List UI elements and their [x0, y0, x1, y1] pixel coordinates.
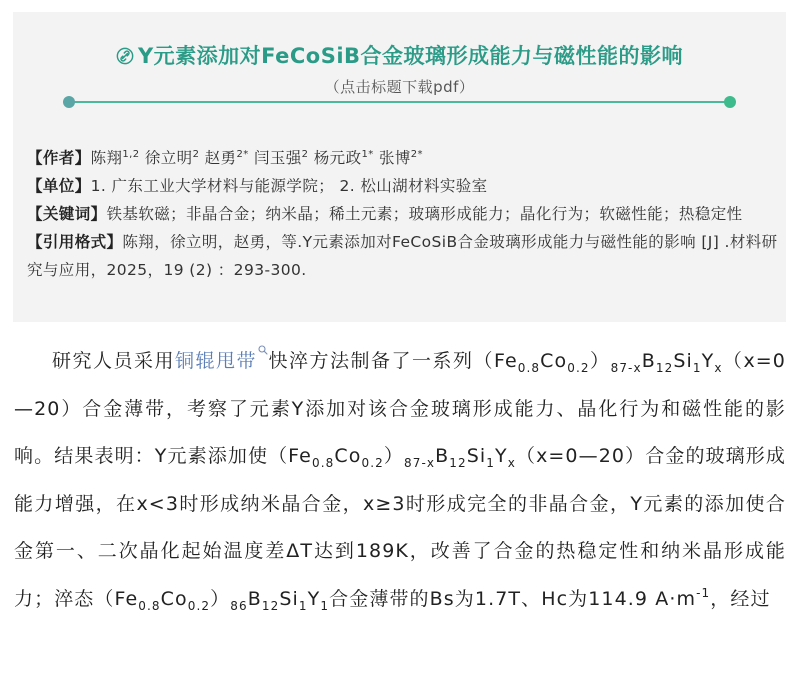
paper-title[interactable]: Y元素添加对FeCoSiB合金玻璃形成能力与磁性能的影响	[137, 44, 684, 68]
text-run: Si	[466, 445, 487, 467]
author-affiliation: 2	[301, 149, 309, 160]
subscript: 87-x	[610, 361, 642, 375]
subscript: 0.8	[517, 361, 541, 375]
text-run: Si	[279, 587, 299, 610]
divider-line	[73, 101, 726, 103]
subscript: 12	[261, 598, 280, 613]
author-name: 陈翔	[90, 149, 123, 167]
link-icon	[116, 47, 134, 65]
decorative-divider	[63, 96, 736, 108]
text-run: ）	[210, 587, 231, 610]
text-run: Co	[334, 445, 362, 467]
search-icon[interactable]	[258, 345, 268, 355]
divider-dot-right	[724, 96, 736, 108]
author-affiliation: 2*	[410, 149, 423, 160]
text-run: Co	[540, 350, 568, 372]
subscript: x	[507, 456, 516, 470]
text-run: B	[641, 350, 656, 372]
subscript: 0.2	[567, 361, 590, 375]
text-run: B	[435, 445, 450, 467]
text-run: （x=0—20）合金的玻璃形成能力增强，在x<3时形成纳米晶合金，x≥3时形成完全的非晶合金，Y元素的添加使合金第一、二次晶化起始温度差ΔT达到189K，改善了合金的热稳定性和纳米晶形成能力；淬态（Fe	[14, 445, 786, 610]
keywords-row	[27, 200, 782, 228]
text-run: 快淬方法制备了一系列（Fe	[268, 350, 518, 372]
subscript: 1	[298, 598, 308, 613]
authors-label: 【作者】	[27, 149, 91, 167]
subscript: 1	[692, 361, 702, 375]
authors-row	[27, 144, 782, 172]
author-name: 张博	[378, 149, 411, 167]
subscript: 1	[320, 598, 330, 613]
author-name: 徐立明	[144, 149, 193, 167]
text-run: Si	[673, 350, 693, 372]
keywords-text: 铁基软磁；非晶合金；纳米晶；稀土元素；玻璃形成能力；晶化行为；软磁性能；热稳定性	[106, 205, 743, 223]
superscript: -1	[696, 585, 711, 600]
citation-text: 陈翔，徐立明，赵勇，等.Y元素添加对FeCoSiB合金玻璃形成能力与磁性能的影响 [J] .材料研究与应用，2025，19 (2) ：293-300.	[27, 233, 778, 279]
subscript: 1	[486, 456, 496, 470]
text-run: Y	[307, 587, 321, 610]
author-name: 赵勇	[204, 149, 237, 167]
text-run: Co	[160, 587, 188, 610]
text-run: ）	[589, 350, 611, 372]
subscript: 0.8	[138, 598, 161, 613]
text-run: Y	[701, 350, 715, 372]
article-info-card	[13, 12, 786, 322]
text-run: 研究人员采用	[52, 350, 176, 372]
unit-label: 【单位】	[27, 177, 91, 195]
subscript: 0.2	[187, 598, 211, 613]
subscript: 0.2	[361, 456, 384, 470]
keywords-label: 【关键词】	[27, 205, 107, 223]
unit-text: 1. 广东工业大学材料与能源学院； 2. 松山湖材料实验室	[90, 177, 488, 195]
author-affiliation: 2*	[236, 149, 249, 160]
download-hint[interactable]: （点击标题下载pdf）	[324, 78, 475, 96]
paper-metadata	[27, 144, 782, 284]
keyword-search-link[interactable]	[175, 350, 268, 372]
author-affiliation: 2	[192, 149, 200, 160]
unit-row	[27, 172, 782, 200]
subscript: 0.8	[311, 456, 335, 470]
text-run: 合金薄带的Bs为1.7T、Hc为114.9 A·m	[329, 587, 697, 610]
author-name: 闫玉强	[253, 149, 302, 167]
author-name: 杨元政	[313, 149, 362, 167]
article-body	[14, 338, 786, 623]
subscript: 12	[449, 456, 467, 470]
text-run: ，经过	[710, 587, 771, 610]
citation-label: 【引用格式】	[27, 233, 123, 251]
abstract-paragraph	[14, 338, 786, 623]
citation-row	[27, 228, 782, 284]
divider-dot-left	[63, 96, 75, 108]
keyword-link-text[interactable]: 铜辊甩带	[175, 350, 258, 372]
text-run: Y	[495, 445, 508, 467]
subscript: 86	[230, 598, 248, 613]
text-run: ）	[383, 445, 404, 467]
text-run: B	[247, 587, 262, 610]
subscript: x	[714, 361, 723, 375]
subscript: 87-x	[403, 456, 436, 470]
subscript: 12	[655, 361, 674, 375]
text-run: （x=0—20）合金薄带，考察了元素Y添加对该合金玻璃形成能力、晶化行为和磁性能的影响。结果表明：Y元素添加使（Fe	[14, 350, 786, 467]
author-affiliation: 1*	[361, 149, 374, 160]
author-affiliation: 1,2	[122, 149, 140, 160]
paper-title-link[interactable]	[13, 40, 786, 70]
